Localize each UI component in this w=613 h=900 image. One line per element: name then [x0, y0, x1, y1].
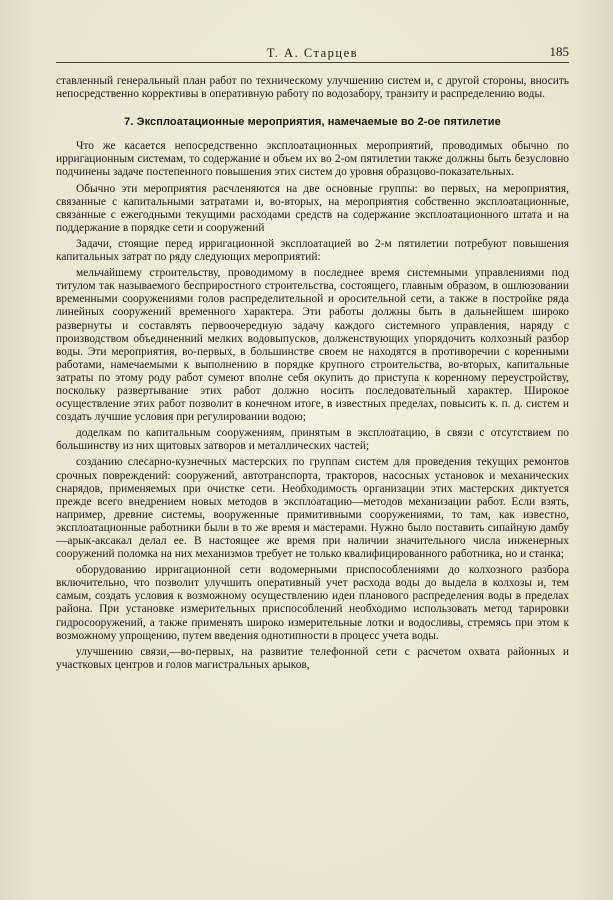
- page-body: [56, 75, 569, 672]
- page-header: [56, 40, 569, 63]
- paragraph: оборудованию ирригационной сети водомерными приспособлениями до колхозного разбора включительно, что позволит улучшить оперативный учет расхода воды до выдела в колхозы и, тем самым, создать условия к возможному осуществлению идеи планового распределения воды в пределах района. При установке измерительных приспособлений необходимо использовать метод тарировки гидросооружений, а также применять широко измерительные лотки и водосливы, стремясь при этом к возможному упрощению, путем введения однотипности в процесс учета воды.: [56, 564, 569, 642]
- paragraph: Обычно эти мероприятия расчленяются на две основные группы: во первых, на мероприятия, связанные с капитальными затратами и, во-вторых, на мероприятия собственно эксплоатационные, связанные с ежегодными текущими расходами средств на содержание эксплоатационного штата и на поддержание в порядке сети и сооружений: [56, 182, 569, 234]
- paragraph: Что же касается непосредственно эксплоатационных мероприятий, проводимых обычно по ирригационным системам, то содержание и объем их во 2-ом пятилетии также должны быть безусловно подчинены задаче постепенного повышения этих систем до уровня образцово-показательных.: [56, 140, 569, 179]
- paragraph: ставленный генеральный план работ по техническому улучшению систем и, с другой стороны, вносить непосредственно коррективы в оперативную работу по водозабору, транзиту и распределению воды.: [56, 75, 569, 101]
- paragraph: улучшению связи,—во-первых, на развитие телефонной сети с расчетом охвата районных и участковых центров и голов магистральных арыков,: [56, 645, 569, 671]
- page-number: 185: [549, 44, 569, 59]
- paragraph: мельчайшему строительству, проводимому в последнее время системными управлениями под титулом так называемого бесприростного строительства, состоящего, главным образом, в ошлюзовании временными сооружениями голов распределительной и оросительной сети, а также в постройке ряда линейных сооружений временного характера. Эти работы должны быть в дальнейшем широко развернуты и составлять первоочередную задачу каждого системного управления, наряду с производством объединенний мелких водовыпусков, долженствующих упорядочить колхозный разбор воды. Эти мероприятия, во-первых, в большинстве своем не находятся в противоречии с коренными работами, намечаемыми к выполнению в порядке крупного строительства, во-вторых, капитальные затраты по этому роду работ сумеют вполне себя окупить до приступа к коренному переустройству, поскольку развертывание этих работ должно носить последовательный характер. Широкое осуществление этих работ позволит в конечном итоге, в известных пределах, повысить к. п. д. систем и создать лучшие условия при регулировании водою;: [56, 267, 569, 424]
- section-heading: 7. Эксплоатационные мероприятия, намечаемые во 2-ое пятилетие: [124, 116, 501, 129]
- paragraph: Задачи, стоящие перед ирригационной эксплоатацией во 2-м пятилетии потребуют повышения капитальных затрат по ряду следующих мероприятий:: [56, 237, 569, 264]
- paragraph: созданию слесарно-кузнечных мастерских по группам систем для проведения текущих ремонтов срочных повреждений: сооружений, автотранспорта, тракторов, насосных установок и механических снарядов, применяемых при очистке сети. Необходимость организации этих мастерских диктуется прежде всего внедрением новых методов в эксплоатацию—методов механизации работ. Если взять, например, древние системы, вооруженные примитивными сооружениями, то там, как известно, эксплоатационные работники были в то же время и мастерами. Нужно было поставить сипайную дамбу—арык-аксакал делал ее. В настоящее же время при наличии значительного числа инженерных сооружений поломка на них механизмов требует не только квалифицированного работника, но и станка;: [56, 456, 569, 561]
- running-head: Т. А. Старцев: [266, 46, 359, 60]
- paragraph: доделкам по капитальным сооружениям, принятым в эксплоатацию, в связи с отсутствием по большинству из них щитовых затворов и металлических частей;: [56, 427, 569, 453]
